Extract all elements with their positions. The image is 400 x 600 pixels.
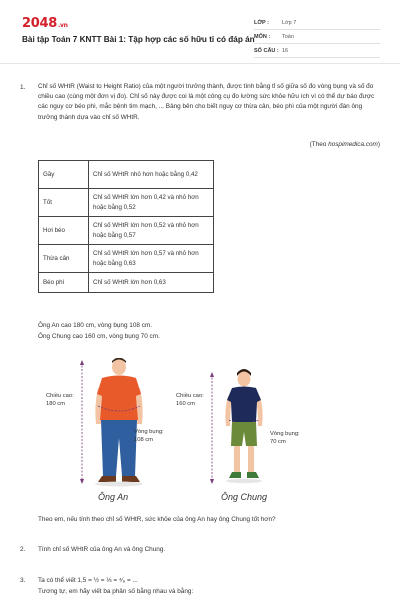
height-arrow-an xyxy=(80,360,84,484)
meta-row-count xyxy=(254,44,380,58)
meta-value: 16 xyxy=(282,47,289,54)
meta-info xyxy=(254,16,380,58)
chung-waist-title: Vòng bụng: xyxy=(270,431,300,437)
source-name: hospimedica.com xyxy=(328,141,378,148)
table-cell-category: Thừa cân xyxy=(39,245,89,273)
site-logo[interactable] xyxy=(22,16,68,31)
table-cell-criteria: Chỉ số WHtR lớn hơn 0,42 và nhỏ hơn hoặc bằng 0,52 xyxy=(89,189,214,217)
table-row xyxy=(39,217,214,245)
table-cell-criteria: Chỉ số WHtR nhỏ hơn hoặc bằng 0,42 xyxy=(89,161,214,189)
man-chung-figure xyxy=(225,369,262,483)
an-height-value: 180 cm xyxy=(46,401,66,407)
statement-chung: Ông Chung cao 160 cm, vòng bụng 70 cm. xyxy=(38,333,160,340)
chung-waist-label xyxy=(270,430,300,446)
meta-row-class xyxy=(254,16,380,30)
page-header xyxy=(0,0,400,64)
table-cell-criteria: Chỉ số WHtR lớn hơn 0,57 và nhỏ hơn hoặc bằng 0,63 xyxy=(89,245,214,273)
table-row xyxy=(39,273,214,293)
question-number: 3. xyxy=(20,577,26,584)
table-cell-criteria: Chỉ số WHtR lớn hơn 0,52 và nhỏ hơn hoặc bằng 0,57 xyxy=(89,217,214,245)
table-row xyxy=(39,245,214,273)
question-number: 2. xyxy=(20,546,26,553)
chung-height-title: Chiều cao: xyxy=(176,393,204,399)
height-arrow-chung xyxy=(210,372,214,484)
document-title: Bài tập Toán 7 KNTT Bài 1: Tập hợp các số hữu tỉ có đáp án xyxy=(22,35,255,44)
question-number: 1. xyxy=(20,84,26,91)
caption-chung: Ông Chung xyxy=(221,492,268,502)
question-3-text: Ta có thể viết 1,5 = ½ = ⅓ = ⁴⁄₆ = ... xyxy=(38,577,138,584)
table-row xyxy=(39,189,214,217)
an-height-title: Chiều cao: xyxy=(46,393,74,399)
statement-an: Ông An cao 180 cm, vòng bụng 108 cm. xyxy=(38,322,153,329)
chung-height-value: 160 cm xyxy=(176,401,196,407)
chung-height-label xyxy=(176,392,204,408)
meta-value: Lớp 7 xyxy=(282,19,297,26)
illustration xyxy=(40,358,340,508)
table-cell-category: Tốt xyxy=(39,189,89,217)
table-cell-category: Béo phì xyxy=(39,273,89,293)
an-waist-value: 108 cm xyxy=(134,437,154,443)
meta-label: SỐ CÂU : xyxy=(254,47,279,54)
man-an-figure xyxy=(95,358,143,487)
meta-value: Toán xyxy=(282,33,294,40)
chung-waist-value: 70 cm xyxy=(270,439,286,445)
source-suffix: ) xyxy=(377,141,380,148)
question-1-prompt: Theo em, nếu tính theo chỉ số WHtR, sức khỏe của ông An hay ông Chung tốt hơn? xyxy=(38,516,276,523)
meta-label: LỚP : xyxy=(254,19,269,26)
question-1-paragraph: Chỉ số WHtR (Waist to Height Ratio) của một người trưởng thành, được tính bằng tỉ số giữa số đo vòng bụng và số đo chiều cao (cùng một đơn vị đo). Chỉ số này được coi là một công cụ đo lường sức khỏe hữu ích vì có thể dự báo được các nguy cơ béo phì, mắc bệnh tim mạch, ... Bảng bên cho biết nguy cơ thừa cân, béo phì của một người đàn ông trưởng thành dựa vào chỉ số WHtR. xyxy=(38,83,375,121)
logo-sub: .vn xyxy=(57,22,68,29)
caption-an: Ông An xyxy=(98,492,129,502)
meta-label: MÔN : xyxy=(254,33,271,40)
an-height-label xyxy=(46,392,74,408)
whtr-table xyxy=(38,160,214,293)
an-waist-title: Vòng bụng: xyxy=(134,429,164,435)
table-cell-category: Hơi béo xyxy=(39,217,89,245)
table-cell-category: Gầy xyxy=(39,161,89,189)
table-row xyxy=(39,161,214,189)
table-cell-criteria: Chỉ số WHtR lớn hơn 0,63 xyxy=(89,273,214,293)
meta-row-subject xyxy=(254,30,380,44)
an-waist-label xyxy=(134,428,164,444)
source-prefix: (Theo xyxy=(309,141,329,148)
question-2-text: Tính chỉ số WHtR của ông An và ông Chung. xyxy=(38,546,166,553)
document-content xyxy=(0,64,400,600)
source-citation xyxy=(310,141,380,148)
logo-main: 2048 xyxy=(22,16,57,31)
question-3-text-2: Tương tự, em hãy viết ba phân số bằng nhau và bằng: xyxy=(38,588,194,595)
